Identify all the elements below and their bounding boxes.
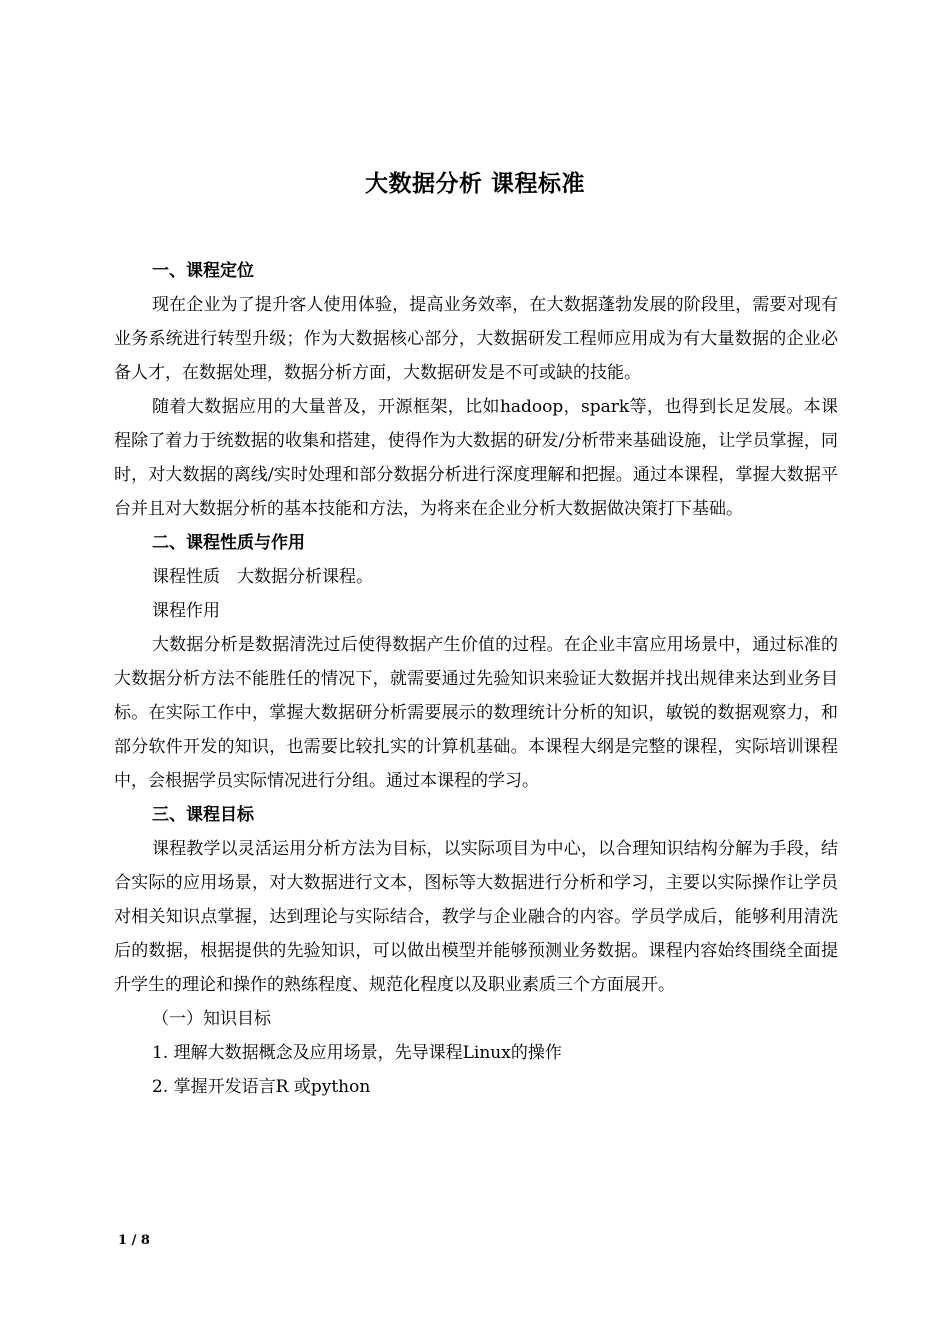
paragraph-positioning-2: 随着大数据应用的大量普及，开源框架，比如hadoop，spark等，也得到长足发展。本课程除了着力于统数据的收集和搭建，使得作为大数据的研发/分析带来基础设施，让学员掌握，同时，对大数据的离线/实时处理和部分数据分析进行深度理解和把握。通过本课程，掌握大数据平台并且对大数据分析的基本技能和方法，为将来在企业分析大数据做决策打下基础。 <box>114 397 838 519</box>
course-role-label: 课程作用 <box>152 601 220 621</box>
section-heading-objectives: 三、课程目标 <box>152 805 254 825</box>
paragraph-course-role: 大数据分析是数据清洗过后使得数据产生价值的过程。在企业丰富应用场景中，通过标准的大数据分析方法不能胜任的情况下，就需要通过先验知识来验证大数据并找出规律来达到业务目标。在实际工作中，掌握大数据研分析需要展示的数理统计分析的知识，敏锐的数据观察力，和部分软件开发的知识，也需要比较扎实的计算机基础。本课程大纲是完整的课程，实际培训课程中，会根据学员实际情况进行分组。通过本课程的学习。 <box>114 635 838 791</box>
document-body <box>114 254 838 1104</box>
knowledge-objectives-heading: （一）知识目标 <box>152 1009 271 1029</box>
paragraph-objectives: 课程教学以灵活运用分析方法为目标，以实际项目为中心，以合理知识结构分解为手段，结合实际的应用场景，对大数据进行文本，图标等大数据进行分析和学习，主要以实际操作让学员对相关知识点掌握，达到理论与实际结合，教学与企业融合的内容。学员学成后，能够利用清洗后的数据，根据提供的先验知识，可以做出模型并能够预测业务数据。课程内容始终围绕全面提升学生的理论和操作的熟练程度、规范化程度以及职业素质三个方面展开。 <box>114 839 838 995</box>
section-heading-nature-role: 二、课程性质与作用 <box>152 533 305 553</box>
document-title: 大数据分析 课程标准 <box>364 171 585 197</box>
paragraph-positioning-1: 现在企业为了提升客人使用体验，提高业务效率，在大数据蓬勃发展的阶段里，需要对现有业务系统进行转型升级；作为大数据核心部分，大数据研发工程师应用成为有大量数据的企业必备人才，在数据处理，数据分析方面，大数据研发是不可或缺的技能。 <box>114 295 838 383</box>
list-item-objective-1: 1. 理解大数据概念及应用场景，先导课程Linux的操作 <box>152 1043 562 1063</box>
course-nature-line: 课程性质 大数据分析课程。 <box>152 567 373 587</box>
section-heading-positioning: 一、课程定位 <box>152 261 254 281</box>
page-number: 1 / 8 <box>118 1233 150 1248</box>
list-item-objective-2: 2. 掌握开发语言R 或python <box>152 1077 371 1097</box>
